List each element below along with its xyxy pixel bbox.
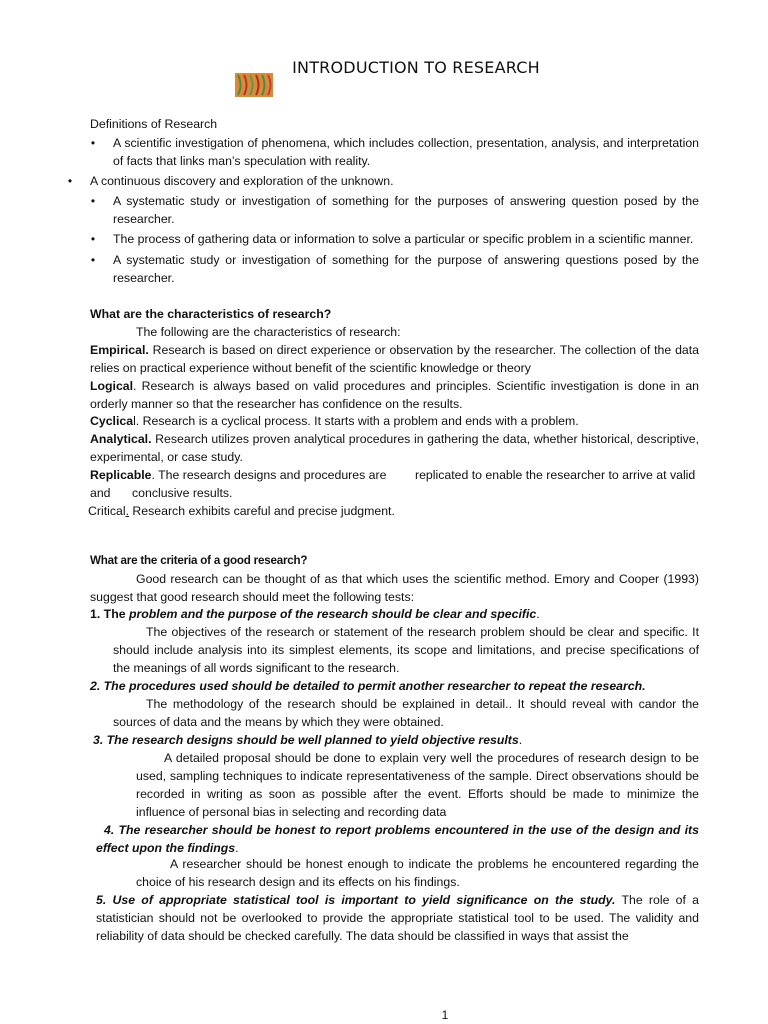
- characteristics-intro: The following are the characteristics of research:: [136, 325, 401, 339]
- definition-item: A scientific investigation of phenomena, which includes collection, presentation, analysis, and interpretation of facts that links man’s speculation with reality.: [113, 136, 699, 168]
- criterion-3-heading: 3. The research designs should be well planned to yield objective results.: [93, 733, 523, 747]
- criteria-heading: What are the criteria of a good research?: [90, 554, 308, 567]
- characteristic-analytical: Analytical. Research utilizes proven analytical procedures in gathering the data, whether historical, descriptive, experimental, or case study.: [90, 432, 699, 464]
- definition-item: A continuous discovery and exploration of the unknown.: [90, 174, 394, 188]
- criterion-3-body: A detailed proposal should be done to explain very well the procedures of research design to be used, sampling techniques to indicate representativeness of the sample. Direct observations should be recorded in writing as soon as possible after the event. Efforts should be made to minimize the influence of personal bias in selecting and recording data: [136, 751, 699, 819]
- criterion-4-heading: 4. The researcher should be honest to report problems encountered in the use of the design and its effect upon the findings.: [96, 823, 699, 855]
- bullet: •: [90, 136, 96, 150]
- document-title: INTRODUCTION TO RESEARCH: [292, 58, 540, 77]
- criterion-2-heading: 2. The procedures used should be detailed to permit another researcher to repeat the research.: [90, 679, 646, 693]
- bullet: •: [90, 232, 96, 246]
- characteristic-replicable-cont: replicated to enable the researcher to arrive at valid: [415, 468, 696, 482]
- characteristic-replicable-and: and: [90, 486, 111, 500]
- criterion-1-heading: 1. The problem and the purpose of the research should be clear and specific.: [90, 607, 540, 621]
- characteristic-cyclical: Cyclical. Research is a cyclical process. It starts with a problem and ends with a problem.: [90, 414, 579, 428]
- definition-item: The process of gathering data or information to solve a particular or specific problem in a scientific manner.: [113, 232, 694, 246]
- characteristic-empirical: Empirical. Research is based on direct experience or observation by the researcher. The collection of the data relies on practical experience without benefit of the scientific knowledge or theory: [90, 343, 699, 375]
- definition-item: A systematic study or investigation of something for the purpose of answering questions posed by the researcher.: [113, 253, 699, 285]
- page-number: 1: [441, 1008, 449, 1022]
- characteristic-logical: Logical. Research is always based on valid procedures and principles. Scientific investigation is done in an orderly manner so that the researcher has confidence on the results.: [90, 379, 699, 411]
- bullet: •: [90, 194, 96, 208]
- characteristic-critical: Critical. Research exhibits careful and precise judgment.: [88, 504, 395, 518]
- characteristic-replicable-end: conclusive results.: [132, 486, 233, 500]
- definitions-heading: Definitions of Research: [90, 117, 218, 131]
- characteristic-replicable: Replicable. The research designs and procedures are: [90, 468, 387, 482]
- definition-item: A systematic study or investigation of something for the purposes of answering question posed by the researcher.: [113, 194, 699, 226]
- criterion-4-body: A researcher should be honest enough to indicate the problems he encountered regarding the choice of his research design and its effects on his findings.: [136, 857, 699, 889]
- criterion-5: 5. Use of appropriate statistical tool is important to yield significance on the study. The role of a statistician should not be overlooked to provide the appropriate statistical tool to be used. The validity and reliability of data should be checked carefully. The data should be classified in ways that assist the: [96, 893, 699, 943]
- criterion-2-body: The methodology of the research should be explained in detail.. It should reveal with candor the sources of data and the means by which they were obtained.: [113, 697, 699, 729]
- bullet: •: [90, 253, 96, 267]
- criterion-1-body: The objectives of the research or statement of the research problem should be clear and specific. It should include analysis into its simplest elements, its scope and limitations, and precise specifications of the meanings of all words significant to the research.: [113, 625, 699, 675]
- criteria-intro: Good research can be thought of as that which uses the scientific method. Emory and Cooper (1993) suggest that good research should meet the following tests:: [90, 572, 699, 604]
- characteristics-heading: What are the characteristics of research?: [90, 307, 332, 321]
- bullet: •: [67, 174, 73, 188]
